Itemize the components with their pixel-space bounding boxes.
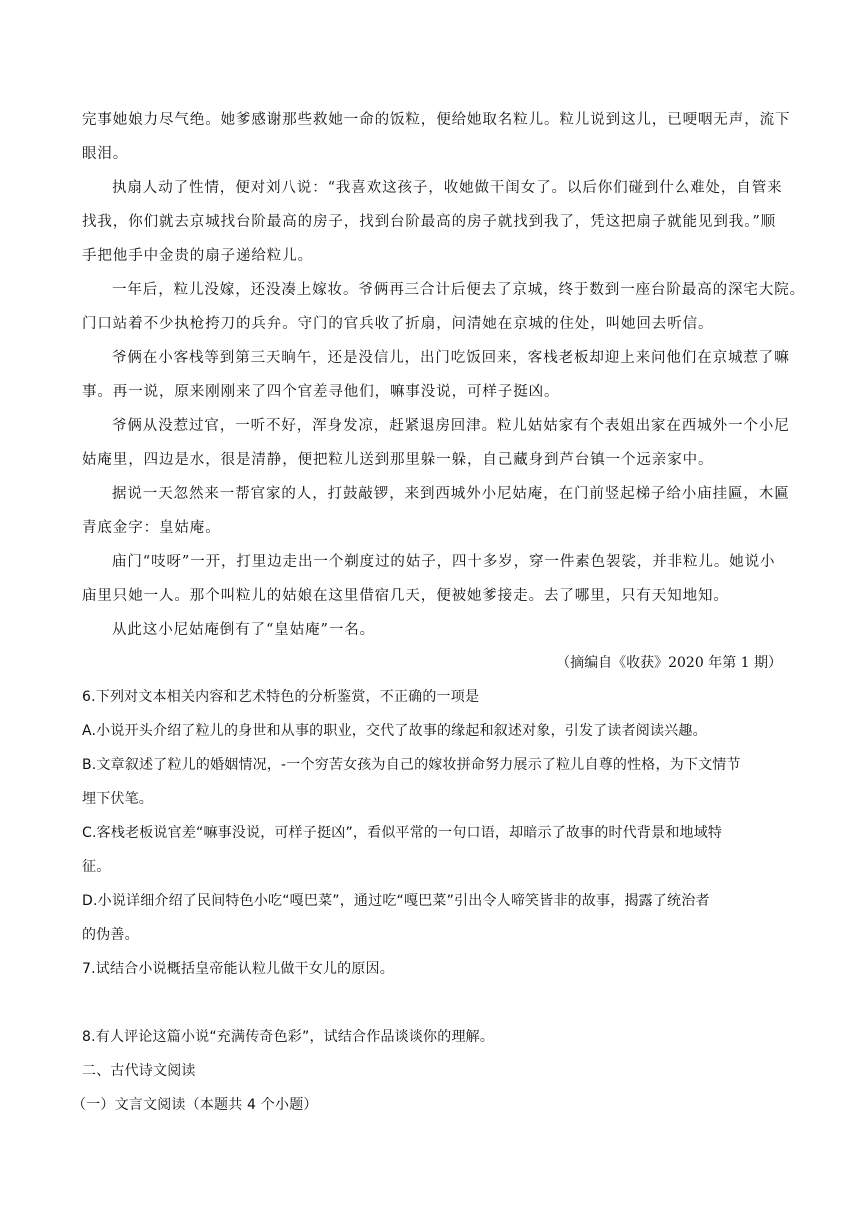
story-line-15: 庙里只她一人。那个叫粒儿的姑娘在这里借宿几天，便被她爹接走。去了哪里，只有天知地知。 [82,588,729,604]
story-line-14: 庙门“吱呀”一开，打里边走出一个剃度过的姑子，四十多岁，穿一件素色袈裟，并非粒儿。她说小 [112,554,776,570]
story-line-11: 姑庵里，四边是水，很是清静，便把粒儿送到那里躲一躲，自己藏身到芦台镇一个远亲家中。 [82,452,714,468]
story-line-12: 据说一天忽然来一帮官家的人，打鼓敲锣，来到西城外小尼姑庵，在门前竖起梯子给小庙挂匾，木匾 [112,486,790,502]
story-line-6: 一年后，粒儿没嫁，还没凑上嫁妆。爷俩再三合计后便去了京城，终于数到一座台阶最高的深宅大院。 [112,282,805,298]
story-line-2: 眼泪。 [82,146,129,162]
story-line-7: 门口站着不少执枪挎刀的兵弁。守门的官兵收了折扇，问清她在京城的住处，叫她回去听信。 [82,316,714,332]
story-line-16: 从此这小尼姑庵倒有了“皇姑庵”一名。 [112,622,376,638]
story-line-13: 青底金字：皇姑庵。 [82,520,221,536]
question-6-option-d: D.小说详细介绍了民间特色小吃“嘎巴菜”，通过吃“嘎巴菜”引出令人啼笑皆非的故事，揭露了统治者 [82,893,710,909]
question-8: 8.有人评论这篇小说“充满传奇色彩”，试结合作品谈谈你的理解。 [82,1029,495,1045]
question-6-option-a: A.小说开头介绍了粒儿的身世和从事的职业，交代了故事的缘起和叙述对象，引发了读者阅读兴趣。 [82,723,707,739]
story-line-10: 爷俩从没惹过官，一听不好，浑身发凉，赶紧退房回津。粒儿姑姑家有个表姐出家在西城外一个小尼 [112,418,790,434]
story-line-5: 手把他手中金贵的扇子递给粒儿。 [82,248,313,264]
question-6-option-b-cont: 埋下伏笔。 [82,791,153,807]
question-7: 7.试结合小说概括皇帝能认粒儿做干女儿的原因。 [82,961,394,977]
story-line-1: 完事她娘力尽气绝。她爹感谢那些救她一命的饭粒，便给她取名粒儿。粒儿说到这儿，已哽咽无声，流下 [82,112,791,128]
question-6-option-d-cont: 的伪善。 [82,927,139,943]
question-6-option-c-cont: 征。 [82,859,111,875]
question-6-option-b: B.文章叙述了粒儿的婚姻情况，-一个穷苦女孩为自己的嫁妆拼命努力展示了粒儿自尊的性格，为下文情节 [82,757,741,773]
story-line-8: 爷俩在小客栈等到第三天晌午，还是没信儿，出门吃饭回来，客栈老板却迎上来问他们在京城惹了嘛 [112,350,790,366]
question-6-stem: 6.下列对文本相关内容和艺术特色的分析鉴赏，不正确的一项是 [82,689,480,705]
story-line-9: 事。再一说，原来刚刚来了四个官差寻他们，嘛事没说，可样子挺凶。 [82,384,560,400]
story-line-3: 执扇人动了性情，便对刘八说：“我喜欢这孩子，收她做干闺女了。以后你们碰到什么难处，自管来 [112,180,783,196]
story-source: （摘编自《收获》2020 年第 1 期） [556,655,782,671]
section-heading-ancient-poetry: 二、古代诗文阅读 [82,1063,196,1079]
subsection-heading-classical-chinese: （一）文言文阅读（本题共 4 个小题） [72,1097,318,1113]
question-6-option-c: C.客栈老板说官差“嘛事没说，可样子挺凶”，看似平常的一句口语，却暗示了故事的时代背景和地域特 [82,825,723,841]
story-line-4: 找我，你们就去京城找台阶最高的房子，找到台阶最高的房子就找到我了，凭这把扇子就能见到我。”顺 [82,214,777,230]
